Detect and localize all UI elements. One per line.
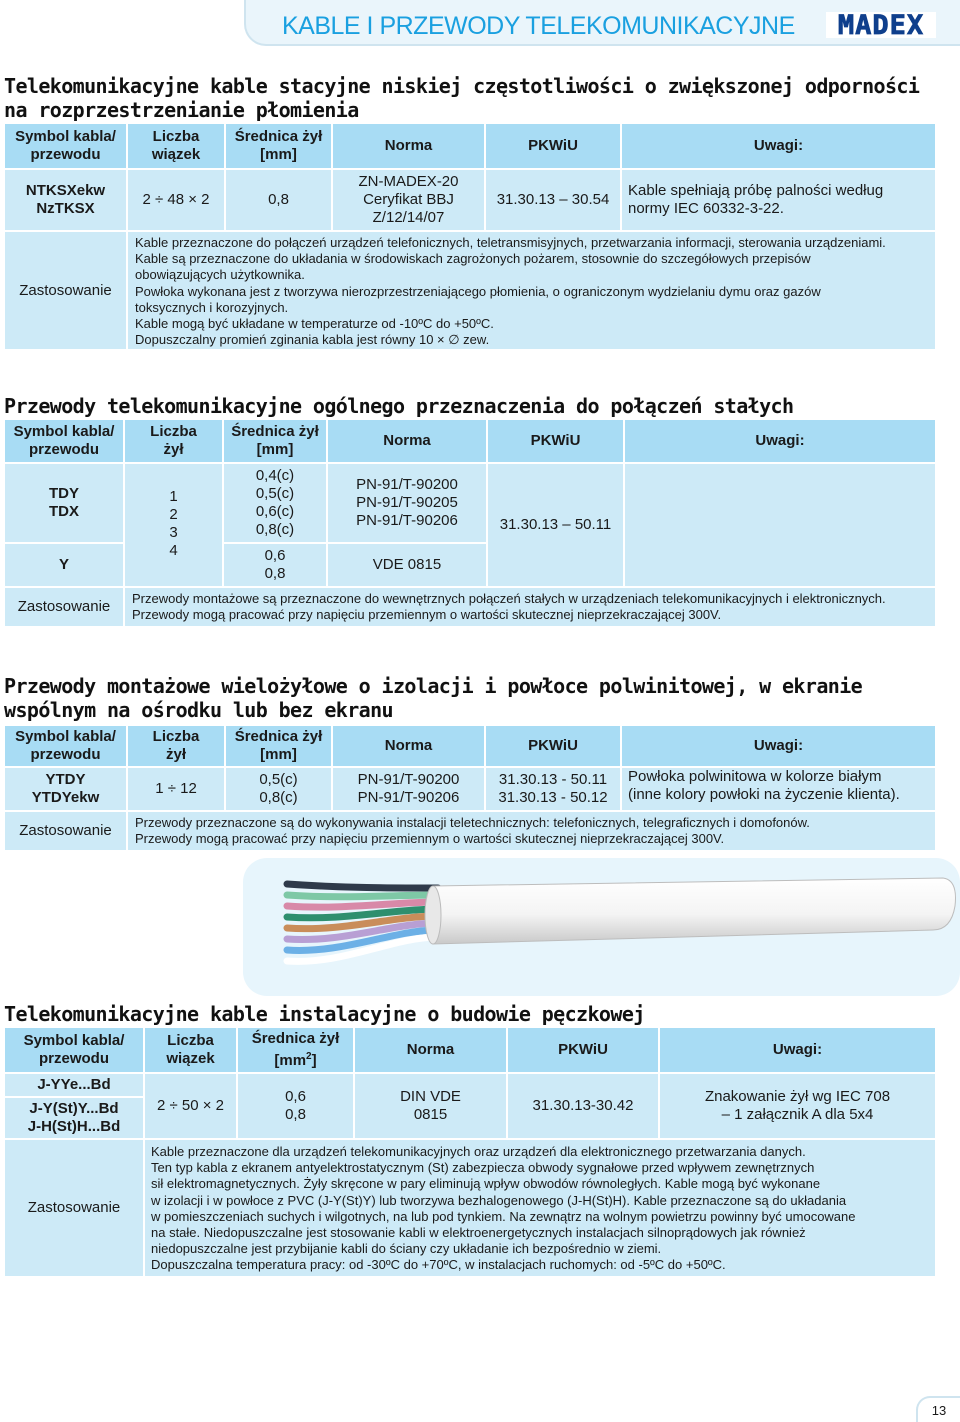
s1-header-symbol-l2: przewodu bbox=[30, 146, 101, 163]
s2-symbol-a bbox=[5, 464, 123, 542]
s2-header-uwagi: Uwagi: bbox=[625, 420, 935, 462]
s2-header-pkwiu: PKWiU bbox=[488, 420, 623, 462]
s1-header-liczba bbox=[128, 124, 224, 168]
s4-header-srednica-unit: [mm bbox=[274, 1052, 307, 1069]
s4-app-line: Ten typ kabla z ekranem antyelektrostatycznym (St) zabezpiecza obwody sygnałowe przed wpływem zewnętrznych bbox=[151, 1160, 815, 1176]
s3-zastosowanie-text bbox=[128, 812, 935, 850]
s4-norma-1: DIN VDE bbox=[400, 1088, 461, 1105]
s2-norma-b: VDE 0815 bbox=[328, 544, 486, 586]
s4-symbol-b-1: J-Y(St)Y...Bd bbox=[29, 1100, 119, 1117]
s2-header-liczba-l1: Liczba bbox=[150, 423, 197, 440]
s2-norma-a-1: PN-91/T-90200 bbox=[356, 476, 458, 493]
s3-uwagi-1: Powłoka polwinitowa w kolorze białym bbox=[628, 768, 882, 785]
s1-symbol-2: NzTKSX bbox=[36, 200, 95, 217]
s3-liczba: 1 ÷ 12 bbox=[128, 768, 224, 810]
s4-srednica-1: 0,6 bbox=[285, 1088, 306, 1105]
s4-header-srednica-sup: 2 bbox=[306, 1051, 312, 1062]
s1-pkwiu: 31.30.13 – 30.54 bbox=[486, 170, 620, 230]
logo-text: MADEX bbox=[837, 12, 925, 38]
s2-pkwiu: 31.30.13 – 50.11 bbox=[488, 464, 623, 586]
page-header-title: KABLE I PRZEWODY TELEKOMUNIKACYJNE bbox=[282, 12, 795, 40]
s4-header-liczba-l2: wiązek bbox=[166, 1050, 215, 1067]
section4-title: Telekomunikacyjne kable instalacyjne o budowie pęczkowej bbox=[4, 1002, 645, 1026]
s4-symbol-a: J-YYe...Bd bbox=[5, 1074, 143, 1096]
section1-title-line-1: Telekomunikacyjne kable stacyjne niskiej częstotliwości o zwiększonej odporności bbox=[4, 74, 920, 98]
s3-zastosowanie-label: Zastosowanie bbox=[5, 812, 126, 850]
section1-title-line-2: na rozprzestrzenianie płomienia bbox=[4, 98, 359, 122]
s3-header-uwagi: Uwagi: bbox=[622, 726, 935, 766]
s1-header-srednica bbox=[226, 124, 331, 168]
s4-header-pkwiu: PKWiU bbox=[508, 1028, 658, 1072]
s1-symbol-1: NTKSXekw bbox=[25, 182, 106, 199]
s3-header-liczba bbox=[128, 726, 224, 766]
s4-app-line: Kable przeznaczone dla urządzeń telekomunikacyjnych oraz urządzeń dla elektronicznego przetwarzania danych. bbox=[151, 1144, 806, 1159]
s2-app-line: Przewody mogą pracować przy napięciu przemiennym o wartości skutecznej nieprzekraczającej 300V. bbox=[132, 607, 722, 623]
section3-title-line-2: wspólnym na ośrodku lub bez ekranu bbox=[4, 698, 393, 722]
s1-app-line: Kable mogą być układane w temperaturze od -10ºC do +50ºC. bbox=[135, 316, 494, 332]
s3-srednica-2: 0,8(c) bbox=[259, 789, 298, 806]
s3-header-pkwiu: PKWiU bbox=[486, 726, 620, 766]
s1-app-line: obowiązujących użytkownika. bbox=[135, 267, 305, 283]
s3-header-srednica-l2: [mm] bbox=[260, 746, 297, 763]
s2-header-liczba bbox=[125, 420, 222, 462]
s3-uwagi bbox=[622, 768, 935, 810]
s1-zastosowanie-text bbox=[128, 232, 935, 349]
s1-uwagi bbox=[622, 170, 935, 230]
s2-srednica-a-1: 0,4(c) bbox=[255, 467, 295, 484]
s2-uwagi bbox=[625, 464, 935, 586]
s4-app-line: sił elektromagnetycznych. Żyły skręcone w pary eliminują wpływ obwodów równoległych. Kable mogą być wykonane bbox=[151, 1176, 821, 1192]
s3-pkwiu bbox=[486, 768, 620, 810]
s2-header-symbol bbox=[5, 420, 123, 462]
s3-symbol-2: YTDYekw bbox=[31, 789, 100, 806]
s3-header-liczba-l1: Liczba bbox=[152, 728, 200, 745]
s4-header-symbol-l2: przewodu bbox=[39, 1050, 109, 1067]
s2-header-symbol-l1: Symbol kabla/ bbox=[13, 423, 115, 440]
s2-zastosowanie-label: Zastosowanie bbox=[5, 588, 123, 626]
s3-pkwiu-2: 31.30.13 - 50.12 bbox=[498, 789, 608, 806]
s2-srednica-a bbox=[224, 464, 326, 542]
s2-header-srednica bbox=[224, 420, 326, 462]
s2-header-liczba-l2: żył bbox=[163, 441, 184, 458]
s4-srednica-2: 0,8 bbox=[285, 1106, 306, 1123]
cable-wire bbox=[287, 884, 438, 888]
s4-header-liczba-l1: Liczba bbox=[167, 1032, 214, 1049]
s1-symbol bbox=[5, 170, 126, 230]
s3-srednica bbox=[226, 768, 331, 810]
s4-header-symbol-l1: Symbol kabla/ bbox=[23, 1032, 125, 1049]
s3-header-srednica bbox=[226, 726, 331, 766]
s4-header-uwagi: Uwagi: bbox=[660, 1028, 935, 1072]
s1-srednica: 0,8 bbox=[226, 170, 331, 230]
s2-liczba-2: 2 bbox=[169, 506, 178, 523]
s1-header-norma: Norma bbox=[333, 124, 484, 168]
s1-zastosowanie-label: Zastosowanie bbox=[5, 232, 126, 349]
s1-app-line: Kable są przeznaczone do układania w środowiskach zagrożonych pożarem, stosownie do szczegółowych przepisów bbox=[135, 251, 811, 267]
s1-header-srednica-l1: Średnica żył bbox=[234, 128, 323, 145]
s1-uwagi-2: normy IEC 60332-3-22. bbox=[628, 200, 784, 217]
s4-symbol-b-2: J-H(St)H...Bd bbox=[27, 1118, 121, 1135]
s4-header-srednica-l2 bbox=[274, 1048, 316, 1070]
s2-srednica-a-2: 0,5(c) bbox=[255, 485, 295, 502]
s4-app-line: Dopuszczalna temperatura pracy: od -30ºC do +70ºC, w instalacjach ruchomych: od -5ºC do +50ºC. bbox=[151, 1257, 726, 1273]
s2-header-srednica-l1: Średnica żył bbox=[231, 423, 319, 440]
s2-header-symbol-l2: przewodu bbox=[29, 441, 99, 458]
section3-title-line-1: Przewody montażowe wielożyłowe o izolacji i powłoce polwinitowej, w ekranie bbox=[4, 674, 863, 698]
s4-liczba: 2 ÷ 50 × 2 bbox=[145, 1074, 236, 1138]
cable-wire bbox=[287, 902, 438, 907]
s3-app-line: Przewody przeznaczone są do wykonywania instalacji teletechnicznych: telefonicznych, telegraficznych i domofonów. bbox=[135, 815, 810, 830]
s2-symbol-tdx: TDX bbox=[49, 503, 79, 520]
s2-app-line: Przewody montażowe są przeznaczone do wewnętrznych połączeń stałych w urządzeniach telekomunikacyjnych i elektronicznych. bbox=[132, 591, 886, 606]
s1-uwagi-1: Kable spełniają próbę palności według bbox=[628, 182, 884, 199]
section1-title bbox=[4, 74, 919, 122]
s3-srednica-1: 0,5(c) bbox=[259, 771, 298, 788]
s1-app-line: Powłoka wykonana jest z tworzywa nierozprzestrzeniającego płomienia, o ograniczonym wydzielaniu dymu oraz gazów bbox=[135, 283, 821, 299]
s4-header-srednica-close: ] bbox=[311, 1052, 317, 1069]
s1-norma-2: Ceryfikat BBJ bbox=[363, 191, 454, 208]
s2-norma-a-3: PN-91/T-90206 bbox=[356, 512, 458, 529]
s3-header-symbol-l1: Symbol kabla/ bbox=[15, 728, 116, 745]
multicore-cable-image bbox=[243, 858, 960, 996]
s2-liczba-1: 1 bbox=[169, 488, 178, 505]
s4-uwagi-1: Znakowanie żył wg IEC 708 bbox=[704, 1088, 891, 1105]
s1-header-symbol bbox=[5, 124, 126, 168]
s2-srednica-b-2: 0,8 bbox=[264, 565, 286, 582]
s4-srednica bbox=[238, 1074, 353, 1138]
s1-norma bbox=[333, 170, 484, 230]
cable-wire bbox=[287, 895, 438, 897]
s2-srednica-b bbox=[224, 544, 326, 586]
s4-app-line: na stałe. Niedopuszczalne jest stosowanie kabli w elektroenergetycznych instalacjach silnoprądowych jak również bbox=[151, 1225, 806, 1241]
s3-norma-1: PN-91/T-90200 bbox=[357, 771, 460, 788]
page-number: 13 bbox=[916, 1396, 960, 1422]
s4-header-liczba bbox=[145, 1028, 236, 1072]
s1-norma-3: Z/12/14/07 bbox=[372, 209, 445, 226]
s1-liczba: 2 ÷ 48 × 2 bbox=[128, 170, 224, 230]
s4-norma-2: 0815 bbox=[413, 1106, 448, 1123]
s2-symbol-b: Y bbox=[5, 544, 123, 586]
s4-app-line: niedopuszczalne jest przybijanie kabli do ściany czy układanie ich bezpośrednio w ziemi. bbox=[151, 1241, 662, 1257]
s3-header-srednica-l1: Średnica żył bbox=[234, 728, 323, 745]
s1-app-line: toksycznych i korozyjnych. bbox=[135, 299, 289, 315]
s2-header-norma: Norma bbox=[328, 420, 486, 462]
s2-liczba-4: 4 bbox=[169, 542, 178, 559]
s1-norma-1: ZN-MADEX-20 bbox=[358, 173, 459, 190]
s2-srednica-a-3: 0,6(c) bbox=[255, 503, 295, 520]
s4-header-srednica-l1: Średnica żył bbox=[251, 1030, 340, 1047]
s2-liczba-3: 3 bbox=[169, 524, 178, 541]
s4-uwagi-2: – 1 załącznik A dla 5x4 bbox=[721, 1106, 874, 1123]
s2-norma-a bbox=[328, 464, 486, 542]
s3-app-line: Przewody mogą pracować przy napięciu przemiennym o wartości skutecznej nieprzekraczającej 300V. bbox=[135, 831, 725, 847]
s1-header-srednica-l2: [mm] bbox=[260, 146, 297, 163]
s2-srednica-b-1: 0,6 bbox=[264, 547, 286, 564]
s4-app-line: w izolacji i w powłoce z PVC (J-Y(St)Y) lub tworzywa bezhalogenowego (J-H(St)H). Kable przeznaczone są do układania bbox=[151, 1192, 847, 1208]
section2-title: Przewody telekomunikacyjne ogólnego przeznaczenia do połączeń stałych bbox=[4, 394, 794, 418]
s4-header-symbol bbox=[5, 1028, 143, 1072]
s1-header-symbol-l1: Symbol kabla/ bbox=[15, 128, 116, 145]
s3-header-liczba-l2: żył bbox=[165, 746, 186, 763]
section3-title bbox=[4, 674, 862, 722]
s4-header-srednica bbox=[238, 1028, 353, 1072]
s3-header-symbol-l2: przewodu bbox=[30, 746, 101, 763]
s4-symbol-b bbox=[5, 1098, 143, 1138]
s1-app-line: Dopuszczalny promień zginania kabla jest równy 10 × ∅ zew. bbox=[135, 332, 490, 348]
s4-header-norma: Norma bbox=[355, 1028, 506, 1072]
s3-symbol-1: YTDY bbox=[45, 771, 86, 788]
s2-norma-a-2: PN-91/T-90205 bbox=[356, 494, 458, 511]
s3-norma-2: PN-91/T-90206 bbox=[357, 789, 460, 806]
s2-liczba bbox=[125, 464, 222, 586]
s3-header-symbol bbox=[5, 726, 126, 766]
s1-header-liczba-l2: wiązek bbox=[151, 146, 201, 163]
s2-symbol-tdy: TDY bbox=[49, 485, 79, 502]
s4-pkwiu: 31.30.13-30.42 bbox=[508, 1074, 658, 1138]
s4-norma bbox=[355, 1074, 506, 1138]
s4-zastosowanie-label: Zastosowanie bbox=[5, 1140, 143, 1276]
s4-zastosowanie-text bbox=[145, 1140, 935, 1276]
s1-header-uwagi: Uwagi: bbox=[622, 124, 935, 168]
s2-header-srednica-l2: [mm] bbox=[256, 441, 294, 458]
madex-logo bbox=[826, 12, 936, 38]
s3-header-norma: Norma bbox=[333, 726, 484, 766]
s1-header-pkwiu: PKWiU bbox=[486, 124, 620, 168]
s3-uwagi-2: (inne kolory powłoki na życzenie klienta). bbox=[628, 786, 900, 803]
s3-symbol bbox=[5, 768, 126, 810]
s3-norma bbox=[333, 768, 484, 810]
s1-app-line: Kable przeznaczone do połączeń urządzeń telefonicznych, teletransmisyjnych, przetwarzania informacji, sterowania urządzeniami. bbox=[135, 235, 886, 250]
s2-srednica-a-4: 0,8(c) bbox=[255, 521, 295, 538]
s3-pkwiu-1: 31.30.13 - 50.11 bbox=[498, 771, 608, 788]
s2-zastosowanie-text bbox=[125, 588, 935, 626]
s4-uwagi bbox=[660, 1074, 935, 1138]
s1-header-liczba-l1: Liczba bbox=[152, 128, 200, 145]
s4-app-line: w pomieszczeniach suchych i wilgotnych, na lub pod tynkiem. Na zewnątrz na wolnym powietrzu powinny być umocowane bbox=[151, 1208, 856, 1224]
